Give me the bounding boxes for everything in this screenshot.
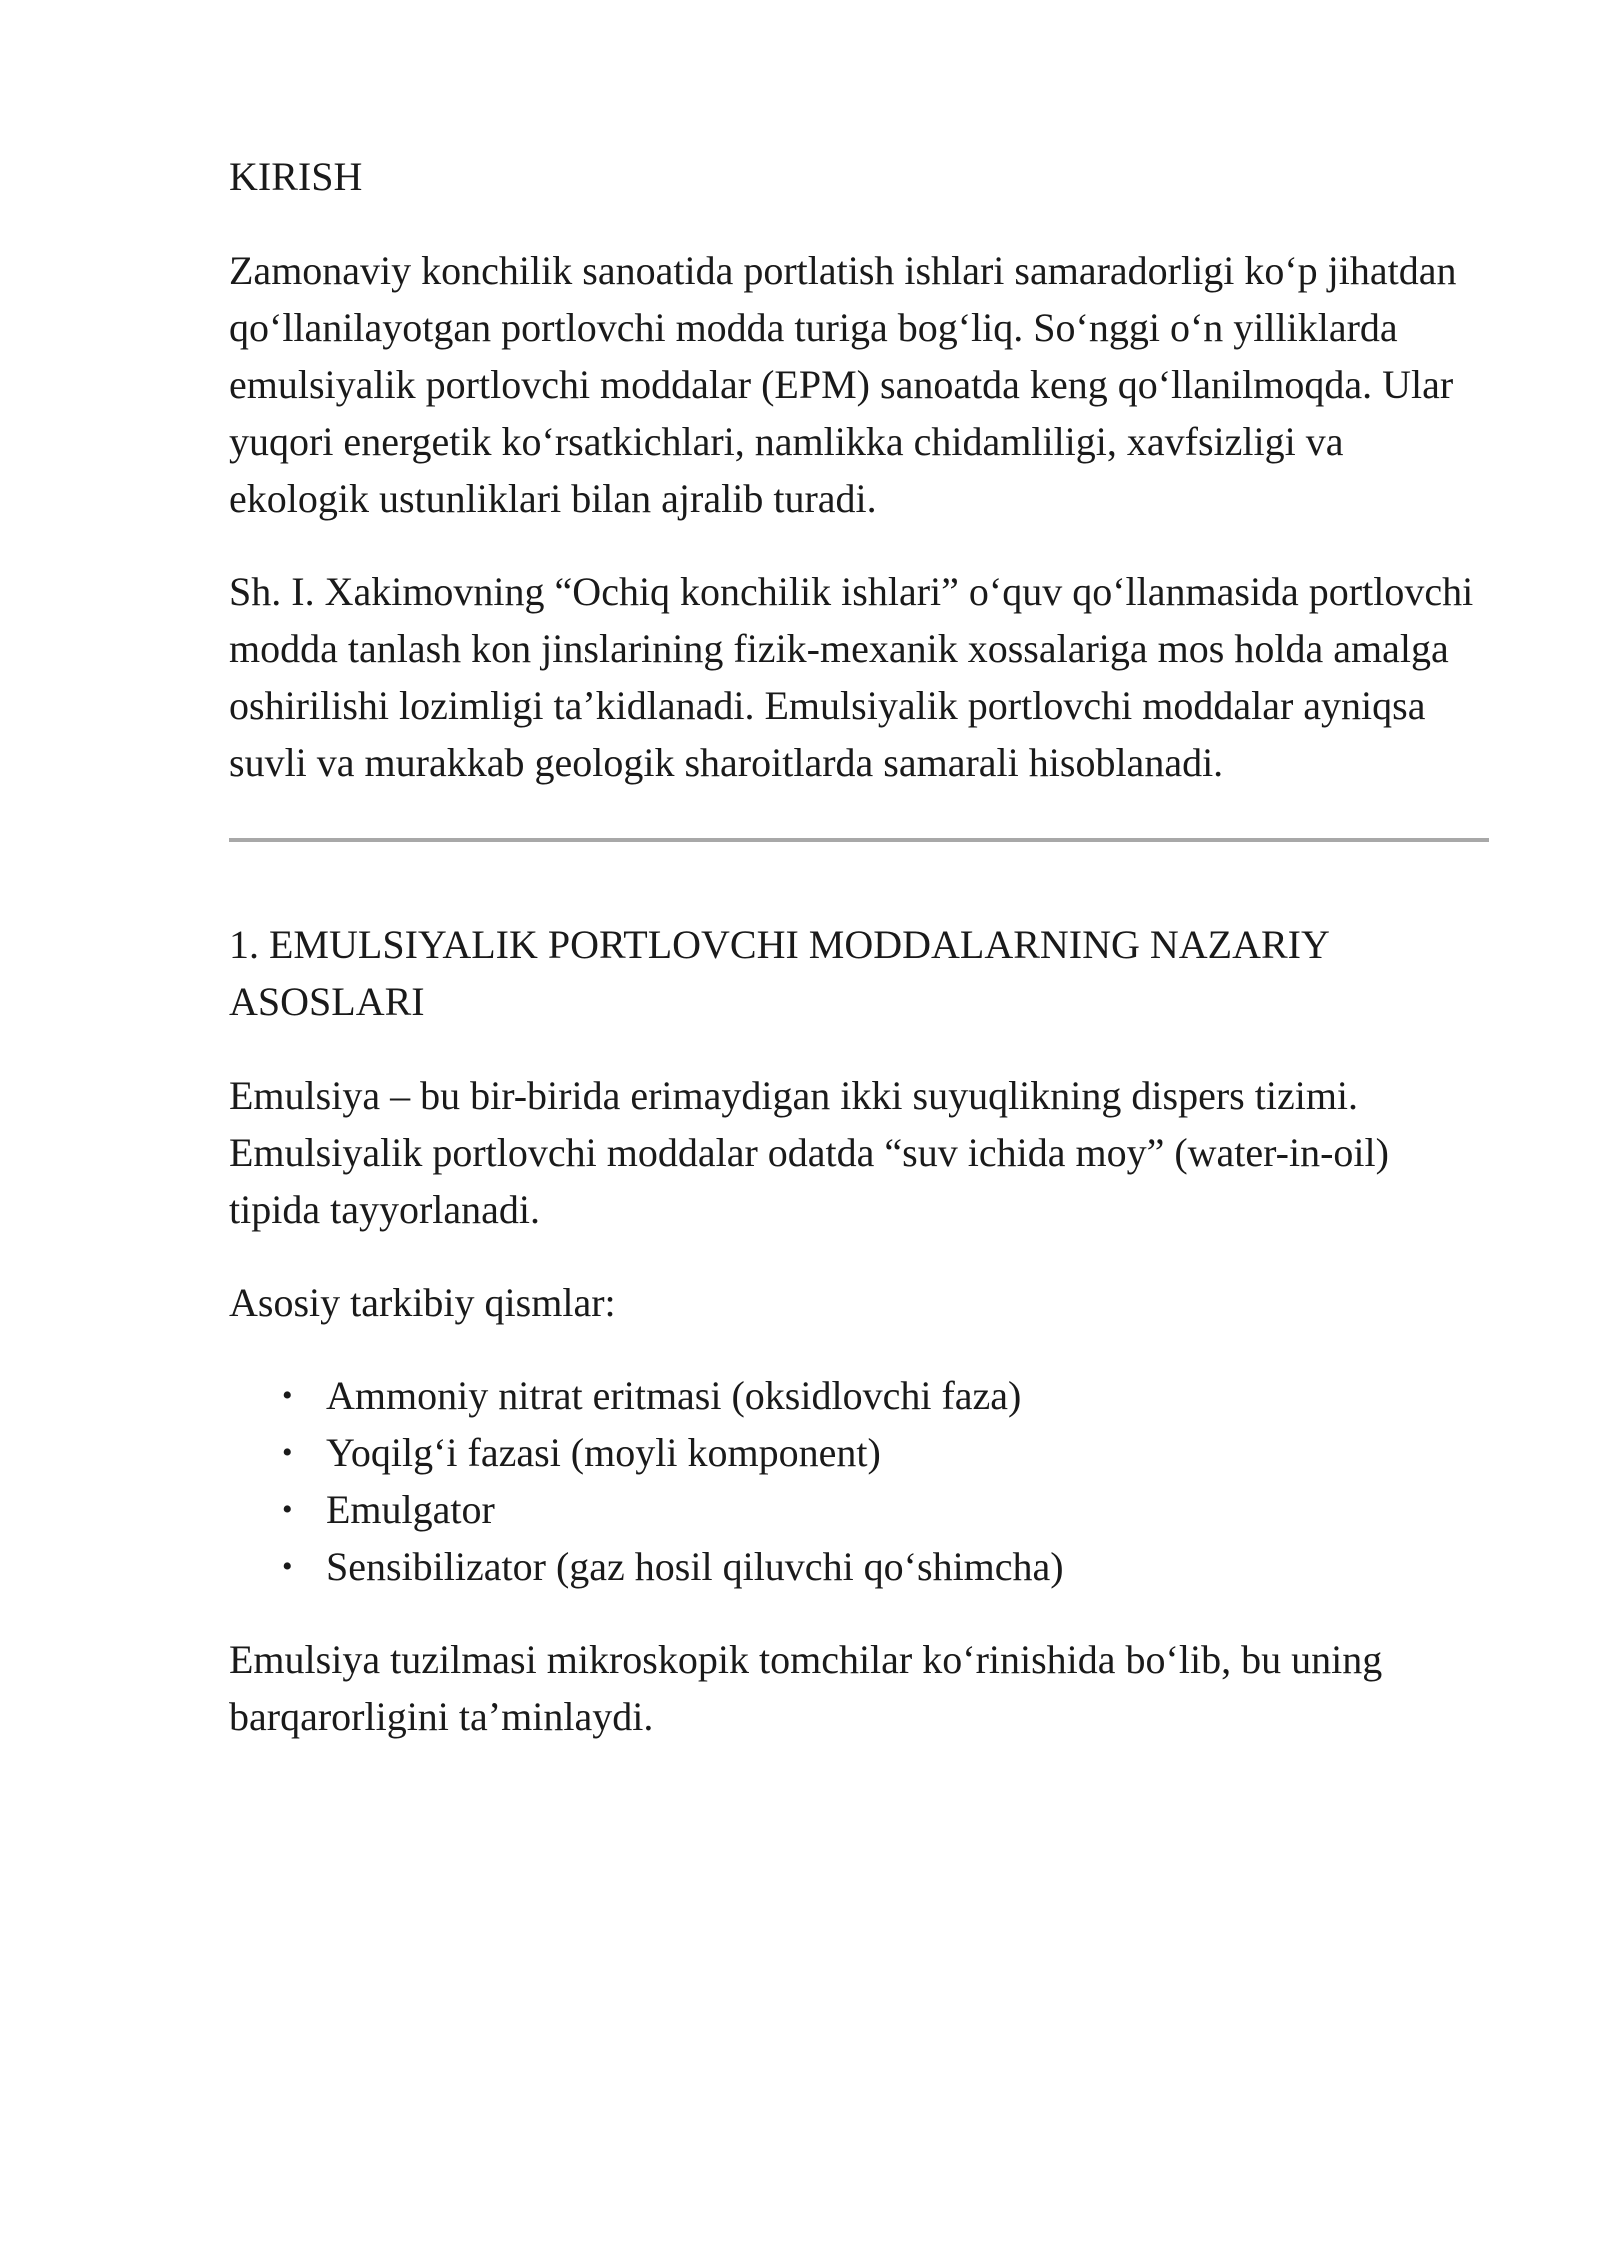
list-item xyxy=(229,1367,1489,1424)
intro-paragraph-2: Sh. I. Xakimovning “Ochiq konchilik ishlari” oʻquv qoʻllanmasida portlovchi modda tanlash kon jinslarining fizik-mexanik xossalariga mos holda amalga oshirilishi lozimligi taʼkidlanadi. Emulsiyalik portlovchi moddalar ayniqsa suvli va murakkab geologik sharoitlarda samarali hisoblanadi. xyxy=(229,569,1474,785)
section-1-paragraph-1: Emulsiya – bu bir-birida erimaydigan ikki suyuqlikning dispers tizimi. Emulsiyalik portlovchi moddalar odatda “suv ichida moy” (water-in-oil) tipida tayyorlanadi. xyxy=(229,1073,1389,1232)
list-item-text: Sensibilizator (gaz hosil qiluvchi qoʻshimcha) xyxy=(326,1544,1064,1589)
bullet-icon: • xyxy=(282,1379,293,1412)
intro-paragraph-1: Zamonaviy konchilik sanoatida portlatish ishlari samaradorligi koʻp jihatdan qoʻllanilayotgan portlovchi modda turiga bogʻliq. Soʻnggi oʻn yilliklarda emulsiyalik portlovchi moddalar (EPM) sanoatda keng qoʻllanilmoqda. Ular yuqori energetik koʻrsatkichlari, namlikka chidamliligi, xavfsizligi va ekologik ustunliklari bilan ajralib turadi. xyxy=(229,248,1457,521)
list-item-text: Emulgator xyxy=(326,1487,495,1532)
document-page xyxy=(229,148,1489,1781)
components-list-intro: Asosiy tarkibiy qismlar: xyxy=(229,1280,616,1325)
components-list xyxy=(229,1367,1489,1595)
section-divider xyxy=(229,838,1489,842)
list-item xyxy=(229,1538,1489,1595)
bullet-icon: • xyxy=(282,1436,293,1469)
bullet-icon: • xyxy=(282,1493,293,1526)
list-item xyxy=(229,1481,1489,1538)
intro-heading: KIRISH xyxy=(229,154,363,199)
list-item-text: Yoqilgʻi fazasi (moyli komponent) xyxy=(326,1430,881,1475)
bullet-icon: • xyxy=(282,1550,293,1583)
section-1-paragraph-2: Emulsiya tuzilmasi mikroskopik tomchilar koʻrinishida boʻlib, bu uning barqarorligini taʼminlaydi. xyxy=(229,1637,1383,1739)
list-item xyxy=(229,1424,1489,1481)
list-item-text: Ammoniy nitrat eritmasi (oksidlovchi faza) xyxy=(326,1373,1022,1418)
section-1-heading: 1. EMULSIYALIK PORTLOVCHI MODDALARNING NAZARIY ASOSLARI xyxy=(229,922,1329,1024)
